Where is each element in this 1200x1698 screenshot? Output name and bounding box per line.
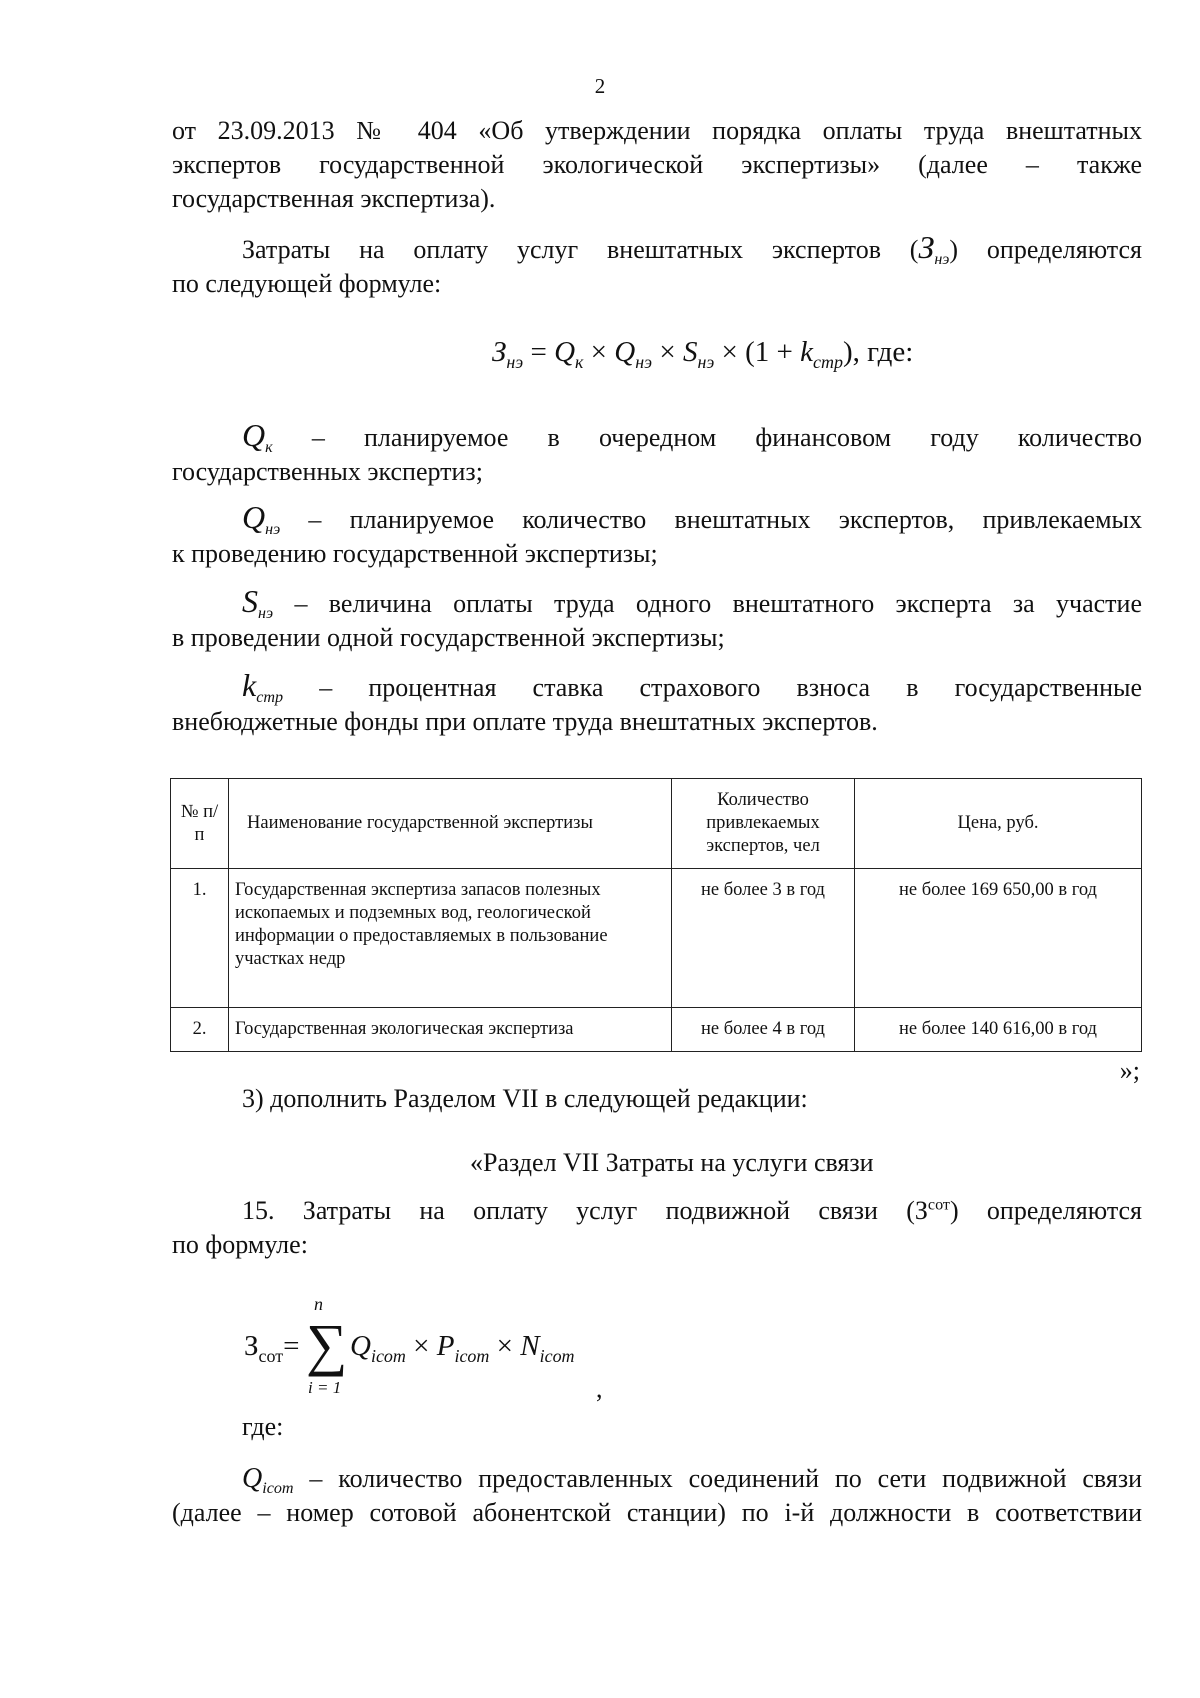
def-kstr-var: k [242,667,257,703]
f2-p-sub: icom [454,1345,490,1366]
page-number: 2 [594,74,606,98]
intro-paragraph [172,114,1142,216]
header-qty: Количество привлекаемых экспертов, чел [672,779,855,869]
p15-symbol: З [914,1196,928,1225]
def-qne-line-2: к проведению государственной экспертизы; [172,539,658,568]
p15-text-a: 15. Затраты на оплату услуг подвижной связи ( [242,1196,915,1225]
intro-line-1: от 23.09.2013 № 404 «Об утверждении порядка оплаты труда внештатных [172,116,1142,145]
section-title: «Раздел VII Затраты на услуги связи [470,1148,874,1177]
row-1-name: Государственная экспертиза запасов полезных ископаемых и подземных вод, геологической информации о предоставляемых в пользование участках недр [229,869,672,1008]
row-2-price: не более 140 616,00 в год [855,1008,1142,1052]
f1-eq: = [523,336,555,368]
table-row [171,1008,1142,1052]
def-qne-var: Q [242,499,266,535]
f1-paren-open: (1 + [745,336,801,368]
f1-where: где: [859,336,914,368]
def-qk-text: – планируемое в очередном финансовом году количество [311,423,1142,452]
f2-lhs-sub: сот [258,1345,284,1366]
f1-qne: Q [614,336,636,368]
f2-lower-limit: i = 1 [308,1378,342,1397]
f1-times-3: × [714,336,746,368]
f2-q-sub: icom [370,1345,406,1366]
def-qicom-sub: icom [262,1480,294,1498]
definition-kstr [172,668,1142,739]
paragraph-15 [172,1194,1142,1262]
def-sne-var: S [242,583,258,619]
costs-symbol-sub: нэ [934,251,950,269]
f2-sigma: ∑ [306,1312,348,1377]
def-qicom-line-2: (далее – номер сотовой абонентской станции) по i-й должности в соответствии [172,1498,1142,1527]
formula-2 [244,1330,300,1366]
costs-paragraph [172,230,1142,301]
def-kstr-line-2: внебюджетные фонды при оплате труда внештатных экспертов. [172,707,878,736]
def-sne-sub: нэ [258,605,274,623]
row-2-qty: не более 4 в год [672,1008,855,1052]
definition-qicom [172,1462,1142,1530]
def-qk-line-2: государственных экспертиз; [172,457,483,486]
f2-times-1: × [405,1330,437,1362]
f2-q: Q [350,1330,371,1362]
f1-k: k [800,336,814,368]
closing-quote: »; [1119,1056,1140,1085]
f1-times-1: × [583,336,615,368]
f2-upper-limit: n [314,1294,323,1314]
row-2-num: 2. [171,1008,229,1052]
f1-qk: Q [554,336,576,368]
def-sne-line-1 [172,584,1142,621]
costs-text-a: Затраты на оплату услуг внештатных экспертов ( [242,235,919,264]
f2-eq: = [283,1330,300,1362]
intro-line-2: экспертов государственной экологической экспертизы» (далее – также [172,150,1142,179]
f2-p: P [436,1330,455,1362]
definition-sne [172,584,1142,655]
row-1-price: не более 169 650,00 в год [855,869,1142,1008]
formula-2-body [350,1330,575,1366]
f1-sne-sub: нэ [697,351,715,372]
def-sne-text: – величина оплаты труда одного внештатного эксперта за участие [294,589,1142,618]
definition-qne [172,500,1142,571]
f2-n-sub: icom [539,1345,575,1366]
table-row [171,869,1142,1008]
where-label: где: [242,1412,284,1441]
def-kstr-text: – процентная ставка страхового взноса в государственные [319,673,1143,702]
f2-lhs: З [244,1330,259,1362]
def-qne-sub: нэ [265,521,281,539]
f2-comma: , [596,1374,603,1403]
costs-symbol: З [918,229,935,265]
f1-lhs-sub: нэ [506,351,524,372]
def-qk-line-1 [172,418,1142,455]
header-name: Наименование государственной экспертизы [229,779,672,869]
def-kstr-line-1 [172,668,1142,705]
row-1-num: 1. [171,869,229,1008]
costs-line-1 [172,230,1142,267]
header-price: Цена, руб. [855,779,1142,869]
table-header-row [171,779,1142,869]
p15-text-b: ) определяются [949,1196,1142,1225]
definition-qk [172,418,1142,489]
f2-times-2: × [489,1330,521,1362]
f1-sne: S [682,336,698,368]
f1-paren-close: ), [842,336,860,368]
p15-symbol-sup: сот [927,1196,950,1214]
f1-qk-sub: к [575,351,584,372]
def-kstr-sub: стр [256,689,284,707]
item-3: 3) дополнить Разделом VII в следующей редакции: [242,1084,808,1113]
costs-text-b: ) определяются [949,235,1142,264]
def-qicom-line-1 [172,1462,1142,1496]
row-1-qty: не более 3 в год [672,869,855,1008]
f1-lhs: З [492,336,507,368]
def-qne-line-1 [172,500,1142,537]
f2-n: N [520,1330,540,1362]
header-num: № п/п [171,779,229,869]
def-qicom-text: – количество предоставленных соединений по сети подвижной связи [309,1464,1142,1493]
formula-1 [492,336,914,372]
p15-line-2: по формуле: [172,1230,308,1259]
def-qne-text: – планируемое количество внештатных экспертов, привлекаемых [308,505,1142,534]
f1-qne-sub: нэ [635,351,653,372]
row-2-name: Государственная экологическая экспертиза [229,1008,672,1052]
f1-times-2: × [652,336,683,368]
def-sne-line-2: в проведении одной государственной экспертизы; [172,623,725,652]
def-qk-var: Q [242,417,266,453]
def-qk-sub: к [265,439,273,457]
intro-line-3: государственная экспертиза). [172,184,496,213]
p15-line-1 [172,1194,1142,1228]
experts-table [170,778,1142,1052]
def-qicom-var: Q [242,1463,263,1494]
costs-line-2: по следующей формуле: [172,269,442,298]
f1-k-sub: стр [813,351,843,372]
